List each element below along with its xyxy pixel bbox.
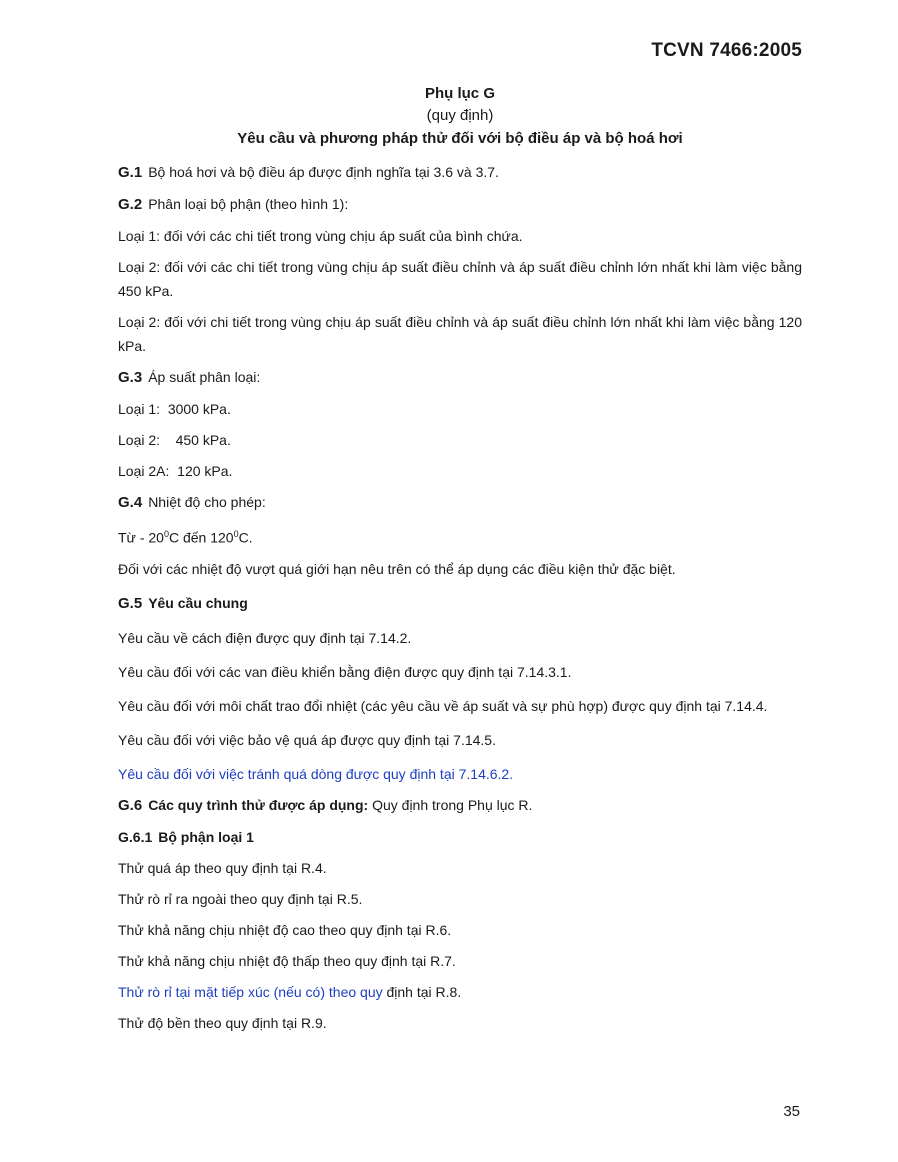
clause-text: Nhiệt độ cho phép: xyxy=(148,494,266,510)
clause-text: Phân loại bộ phận (theo hình 1): xyxy=(148,196,349,212)
paragraph-test5 xyxy=(118,980,802,1004)
paragraph-test6: Thử độ bền theo quy định tại R.9. xyxy=(118,1014,327,1031)
clause-heading: Các quy trình thử được áp dụng: xyxy=(148,796,369,813)
body-text xyxy=(118,160,802,1035)
clause-g5 xyxy=(118,591,802,616)
paragraph-class1: Loại 1: đối với các chi tiết trong vùng chịu áp suất của bình chứa. xyxy=(118,228,523,244)
temp-mid: C đến 120 xyxy=(168,529,234,546)
highlighted-text: Thử rò rỉ tại mặt tiếp xúc (nếu có) theo quy xyxy=(118,983,383,1000)
paragraph-press1: Loại 1: 3000 kPa. xyxy=(118,401,231,417)
paragraph-test2: Thử rò rỉ ra ngoài theo quy định tại R.5. xyxy=(118,890,363,907)
paragraph-temp-range xyxy=(118,522,802,550)
clause-text: Bộ hoá hơi và bộ điều áp được định nghĩa tại 3.6 và 3.7. xyxy=(148,164,499,180)
clause-text: Áp suất phân loại: xyxy=(148,369,261,385)
page-number: 35 xyxy=(783,1103,800,1120)
clause-number: G.6.1 xyxy=(118,828,153,845)
temp-sup-2: 0 xyxy=(233,529,239,539)
paragraph-req5: Yêu cầu đối với việc tránh quá dòng được quy định tại 7.14.6.2. xyxy=(118,765,514,782)
clause-number: G.4 xyxy=(118,494,143,511)
paragraph-req2: Yêu cầu đối với các van điều khiển bằng điện được quy định tại 7.14.3.1. xyxy=(118,663,572,680)
clause-number: G.6 xyxy=(118,796,143,814)
clause-g6 xyxy=(118,793,802,818)
paragraph-press2a: Loại 2A: 120 kPa. xyxy=(118,463,233,479)
paragraph-req3: Yêu cầu đối với môi chất trao đổi nhiệt (các yêu cầu về áp suất và sự phù hợp) được quy định tại 7.14.4. xyxy=(118,697,768,714)
appendix-subject: Yêu cầu và phương pháp thử đối với bộ điều áp và bộ hoá hơi xyxy=(237,130,683,147)
temp-suffix: C. xyxy=(238,529,253,546)
appendix-title: Phụ lục G xyxy=(424,85,495,102)
clause-number: G.2 xyxy=(118,196,143,213)
paragraph-class2: Loại 2: đối với các chi tiết trong vùng chịu áp suất điều chỉnh và áp suất điều chỉnh lớn nhất khi làm việc bằng 450 kPa. xyxy=(118,259,802,299)
appendix-title-block xyxy=(118,84,802,150)
appendix-type: (quy định) xyxy=(426,107,494,124)
clause-g1 xyxy=(118,160,802,185)
plain-text: định tại R.8. xyxy=(382,983,462,1000)
paragraph-class2a: Loại 2: đối với chi tiết trong vùng chịu áp suất điều chỉnh và áp suất điều chỉnh lớn nhất khi làm việc bằng 120 kPa. xyxy=(118,314,802,354)
clause-g3 xyxy=(118,365,802,390)
clause-heading: Bộ phận loại 1 xyxy=(158,828,254,845)
clause-number: G.5 xyxy=(118,594,143,612)
temp-sup-1: 0 xyxy=(163,529,169,539)
paragraph-test4: Thử khả năng chịu nhiệt độ thấp theo quy định tại R.7. xyxy=(118,952,456,969)
temp-prefix: Từ - 20 xyxy=(118,529,164,546)
clause-number: G.3 xyxy=(118,369,143,386)
paragraph-temp-note: Đối với các nhiệt độ vượt quá giới hạn nêu trên có thể áp dụng các điều kiện thử đặc biệt. xyxy=(118,560,676,577)
clause-heading: Yêu cầu chung xyxy=(148,594,248,611)
paragraph-press2: Loại 2: 450 kPa. xyxy=(118,432,231,448)
clause-g61 xyxy=(118,825,802,849)
paragraph-req1: Yêu cầu về cách điện được quy định tại 7.14.2. xyxy=(118,629,412,646)
clause-text: Quy định trong Phụ lục R. xyxy=(368,796,533,813)
standard-code: TCVN 7466:2005 xyxy=(651,40,802,61)
paragraph-req4: Yêu cầu đối với việc bảo vệ quá áp được quy định tại 7.14.5. xyxy=(118,731,496,748)
clause-g4 xyxy=(118,490,802,515)
clause-number: G.1 xyxy=(118,164,143,181)
clause-g2 xyxy=(118,192,802,217)
paragraph-test1: Thử quá áp theo quy định tại R.4. xyxy=(118,859,327,876)
paragraph-test3: Thử khả năng chịu nhiệt độ cao theo quy định tại R.6. xyxy=(118,921,452,938)
